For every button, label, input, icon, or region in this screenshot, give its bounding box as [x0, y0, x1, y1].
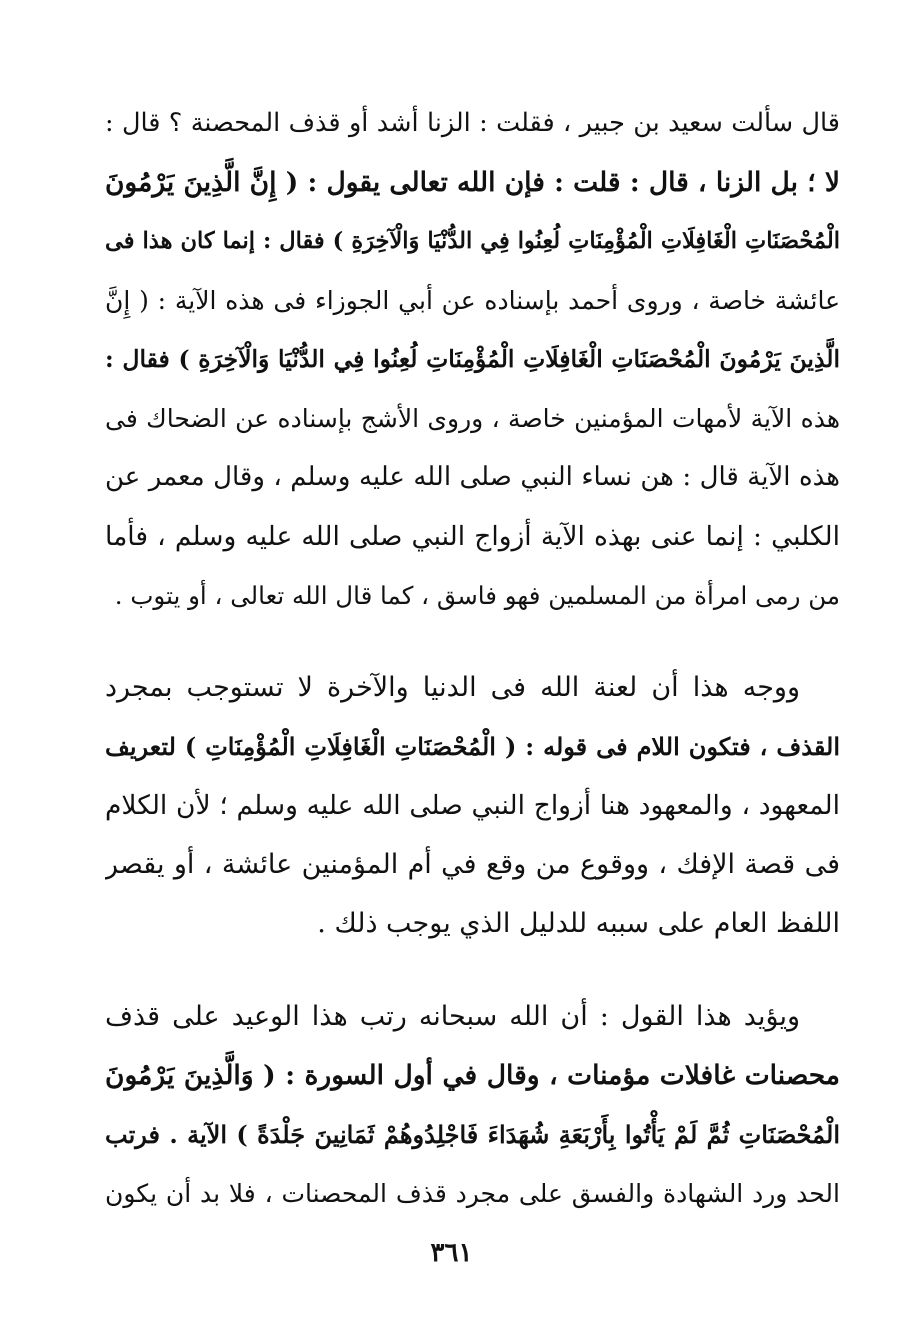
text-line: قال سألت سعيد بن جبير ، فقلت : الزنا أشد أو قذف المحصنة ؟ قال : [105, 108, 840, 138]
text-line: ويؤيد هذا القول : أن الله سبحانه رتب هذا الوعيد على قذف [105, 1001, 800, 1032]
text-line: الْمُحْصَنَاتِ الْغَافِلَاتِ الْمُؤْمِنَاتِ لُعِنُوا فِي الدُّنْيَا وَالْآخِرَةِ ) فقال : إنما كان هذا فى [105, 228, 840, 254]
text-line: ووجه هذا أن لعنة الله فى الدنيا والآخرة لا تستوجب بمجرد [105, 672, 800, 703]
text-line: اللفظ العام على سببه للدليل الذي يوجب ذلك . [317, 908, 840, 939]
text-line: فى قصة الإفك ، ووقوع من وقع في أم المؤمنين عائشة ، أو يقصر [105, 849, 840, 880]
text-line: محصنات غافلات مؤمنات ، وقال في أول السورة : ( وَالَّذِينَ يَرْمُونَ [105, 1060, 840, 1091]
text-line: عائشة خاصة ، وروى أحمد بإسناده عن أبي الجوزاء فى هذه الآية : ( إِنَّ [105, 286, 840, 315]
text-line: هذه الآية لأمهات المؤمنين خاصة ، وروى الأشج بإسناده عن الضحاك فى [105, 404, 840, 433]
paragraph-2 [105, 658, 840, 953]
text-line: من رمى امرأة من المسلمين فهو فاسق ، كما قال الله تعالى ، أو يتوب . [114, 581, 840, 610]
text-line: الحد ورد الشهادة والفسق على مجرد قذف المحصنات ، فلا بد أن يكون [105, 1179, 840, 1208]
paragraph-1 [105, 94, 840, 625]
paragraph-3 [105, 987, 840, 1223]
text-line: القذف ، فتكون اللام فى قوله : ( الْمُحْصَنَاتِ الْغَافِلَاتِ الْمُؤْمِنَاتِ ) لتعريف [105, 732, 840, 761]
text-line: هذه الآية قال : هن نساء النبي صلى الله عليه وسلم ، وقال معمر عن [105, 462, 840, 492]
text-line: لا ؛ بل الزنا ، قال : قلت : فإن الله تعالى يقول : ( إِنَّ الَّذِينَ يَرْمُونَ [105, 167, 840, 198]
text-line: المعهود ، والمعهود هنا أزواج النبي صلى الله عليه وسلم ؛ لأن الكلام [105, 790, 840, 821]
text-line: الَّذِينَ يَرْمُونَ الْمُحْصَنَاتِ الْغَافِلَاتِ الْمُؤْمِنَاتِ لُعِنُوا فِي الدُّنْيَا وَالْآخِرَةِ ) فقال : [105, 345, 840, 373]
text-line: الكلبي : إنما عنى بهذه الآية أزواج النبي صلى الله عليه وسلم ، فأما [105, 521, 840, 552]
page-number: ٣٦١ [430, 1238, 473, 1268]
text-line: الْمُحْصَنَاتِ ثُمَّ لَمْ يَأْتُوا بِأَرْبَعَةِ شُهَدَاءَ فَاجْلِدُوهُمْ ثَمَانِينَ جَلْدَةً ) الآية . فرتب [105, 1120, 840, 1149]
